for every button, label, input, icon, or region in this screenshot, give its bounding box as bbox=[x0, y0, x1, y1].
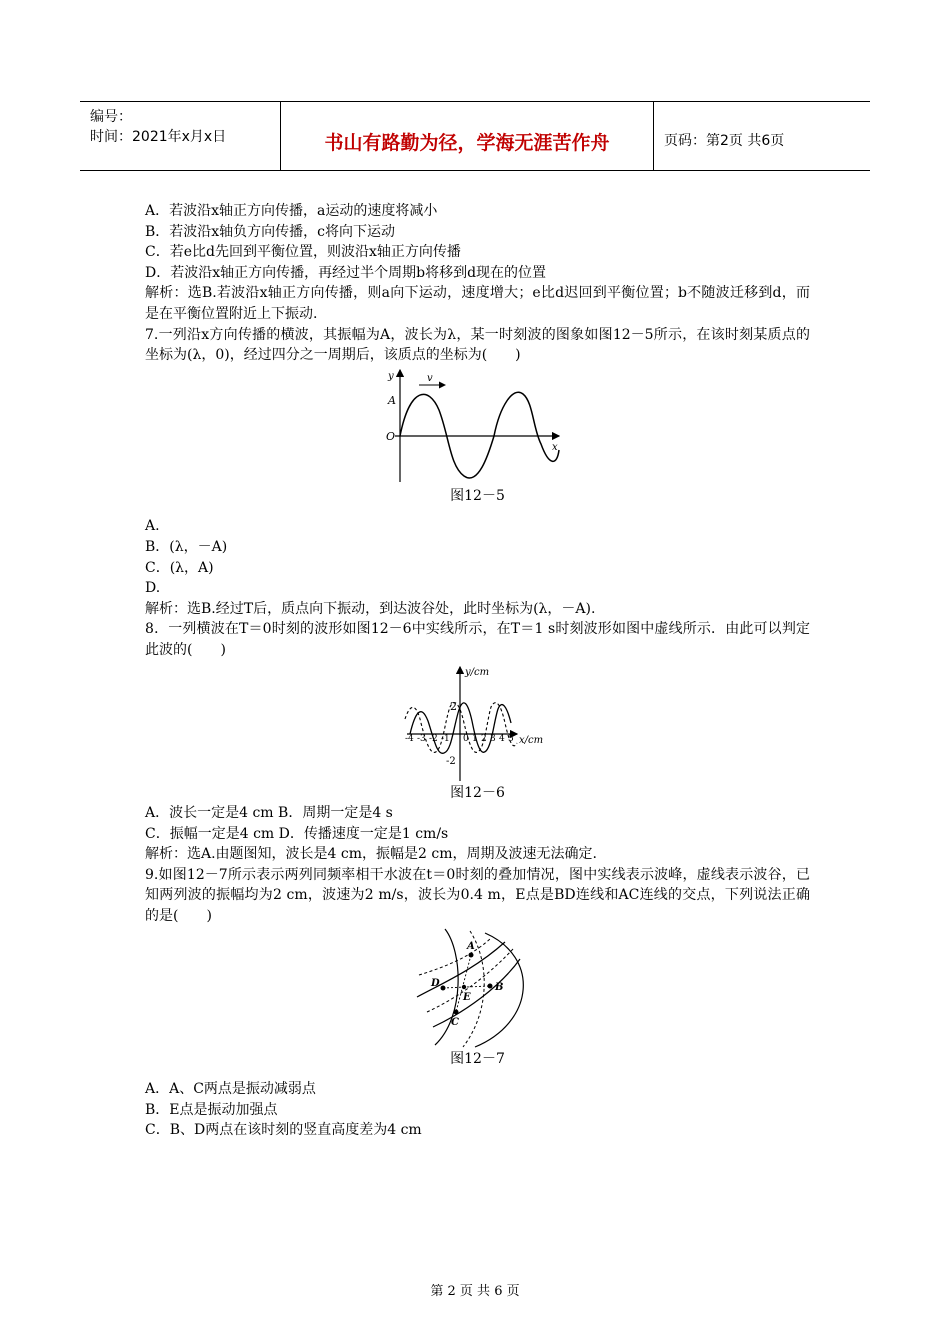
header-motto-cell bbox=[281, 102, 654, 170]
q6-option-a: A．若波沿x轴正方向传播，a运动的速度将减小 bbox=[145, 203, 438, 219]
q7-option-c: C．(λ，A) bbox=[145, 559, 214, 576]
fig7-point-c bbox=[454, 1009, 459, 1014]
fig6-y-label: y/cm bbox=[465, 666, 490, 678]
q7-analysis: 解析：选B.经过T后，质点向下振动，到达波谷处，此时坐标为(λ，－A). bbox=[145, 600, 596, 617]
page-header bbox=[80, 101, 870, 171]
header-page-cell bbox=[654, 102, 870, 170]
fig6-x-tick: 5 bbox=[508, 733, 514, 744]
q8-options-ab: A．波长一定是4 cm B．周期一定是4 s bbox=[145, 805, 393, 822]
fig6-x-tick: -2 bbox=[429, 733, 438, 744]
fig5-o-label: O bbox=[386, 429, 396, 443]
fig6-x-tick: -3 bbox=[417, 733, 426, 744]
fig6-x-tick: 1 bbox=[472, 733, 478, 744]
fig7-crest-arc bbox=[433, 959, 520, 1027]
header-time-label: 时间：2021年x月x日 bbox=[90, 129, 227, 145]
q6-option-b: B．若波沿x轴负方向传播，c将向下运动 bbox=[145, 223, 396, 240]
fig7-label-a: A bbox=[467, 940, 475, 952]
q7-stem: 7.一列沿x方向传播的横波，其振幅为A，波长为λ，某一时刻波的图象如图12－5所示，在该时刻某质点的坐标为(λ，0)，经过四分之一周期后，该质点的坐标为( ) bbox=[145, 326, 810, 364]
fig7-point-a bbox=[469, 952, 474, 957]
q9-option-b: B．E点是振动加强点 bbox=[145, 1101, 278, 1118]
fig6-x-tick: 4 bbox=[499, 733, 505, 744]
q7-option-b: B．(λ，－A) bbox=[145, 538, 228, 555]
q8-stem: 8．一列横波在T＝0时刻的波形如图12－6中实线所示，在T＝1 s时刻波形如图中虚线所示．由此可以判定此波的( ) bbox=[145, 621, 810, 658]
figure-12-7 bbox=[145, 927, 810, 1049]
fig7-trough-arc bbox=[419, 939, 490, 975]
document-body bbox=[145, 201, 810, 1141]
figure-12-6-caption: 图12－6 bbox=[450, 784, 505, 801]
fig6-x-tick: -4 bbox=[405, 733, 414, 744]
figure-12-5-graph bbox=[145, 366, 810, 486]
fig6-x-tick: 2 bbox=[481, 733, 487, 744]
fig5-x-label: x bbox=[552, 441, 558, 453]
q9-option-a: A．A、C两点是振动减弱点 bbox=[145, 1081, 316, 1098]
fig6-x-label: x/cm bbox=[519, 734, 544, 746]
q9-option-c: C．B、D两点在该时刻的竖直高度差为4 cm bbox=[145, 1122, 422, 1139]
fig6-x-tick: 3 bbox=[490, 733, 496, 744]
figure-12-6-graph bbox=[145, 661, 810, 783]
fig7-label-d: D bbox=[431, 977, 440, 989]
figure-12-5-caption: 图12－5 bbox=[450, 487, 505, 504]
header-info-cell bbox=[80, 102, 281, 170]
fig6-dashed-wave bbox=[405, 699, 517, 752]
q8-analysis: 解析：选A.由题图知，波长是4 cm，振幅是2 cm，周期及波速无法确定. bbox=[145, 846, 597, 863]
fig7-point-e bbox=[462, 984, 466, 988]
fig7-point-b bbox=[488, 983, 493, 988]
figure-12-5 bbox=[145, 366, 810, 486]
q7-option-d: D. bbox=[145, 580, 161, 597]
fig6-x-tick: -1 bbox=[441, 733, 450, 744]
header-number-label: 编号： bbox=[90, 109, 132, 125]
fig7-bd-line bbox=[443, 986, 490, 988]
figure-12-7-caption: 图12－7 bbox=[450, 1050, 505, 1067]
fig5-y-label: y bbox=[388, 370, 394, 382]
q6-option-d: D．若波沿x轴正方向传播，再经过半个周期b将移到d现在的位置 bbox=[145, 264, 547, 281]
fig7-point-d bbox=[441, 985, 446, 990]
fig7-label-b: B bbox=[495, 981, 504, 993]
q8-options-cd: C．振幅一定是4 cm D．传播速度一定是1 cm/s bbox=[145, 825, 449, 842]
fig7-label-c: C bbox=[451, 1016, 459, 1028]
q9-stem: 9.如图12－7所示表示两列同频率相干水波在t＝0时刻的叠加情况，图中实线表示波峰，虚线表示波谷，已知两列波的振幅均为2 cm，波速为2 m/s，波长为0.4 m，E点是BD连线和AC连线的交点，下列说法正确的是( ) bbox=[145, 866, 810, 925]
fig5-v-label: v bbox=[427, 372, 433, 384]
fig7-label-e: E bbox=[463, 991, 471, 1003]
fig5-wave-curve bbox=[400, 392, 559, 478]
fig5-a-label: A bbox=[388, 393, 396, 407]
figure-12-6 bbox=[145, 661, 810, 783]
spacer bbox=[145, 506, 810, 516]
figure-12-7-graph bbox=[145, 927, 810, 1049]
page-footer: 第 2 页 共 6 页 bbox=[430, 1284, 520, 1299]
header-page-label: 页码：第2页 共6页 bbox=[664, 133, 785, 149]
spacer bbox=[145, 1069, 810, 1079]
fig6-x-tick: 0 bbox=[463, 733, 469, 744]
q6-option-c: C．若e比d先回到平衡位置，则波沿x轴正方向传播 bbox=[145, 244, 461, 261]
fig6-y-tick-2: 2 bbox=[450, 699, 457, 713]
fig6-y-tick-neg2: -2 bbox=[446, 755, 456, 767]
header-motto: 书山有路勤为径，学海无涯苦作舟 bbox=[324, 132, 610, 154]
q7-option-a: A. bbox=[145, 518, 160, 535]
q6-analysis: 解析：选B.若波沿x轴正方向传播，则a向下运动，速度增大；e比d迟回到平衡位置；b不随波迁移到d，而是在平衡位置附近上下振动. bbox=[145, 285, 810, 322]
